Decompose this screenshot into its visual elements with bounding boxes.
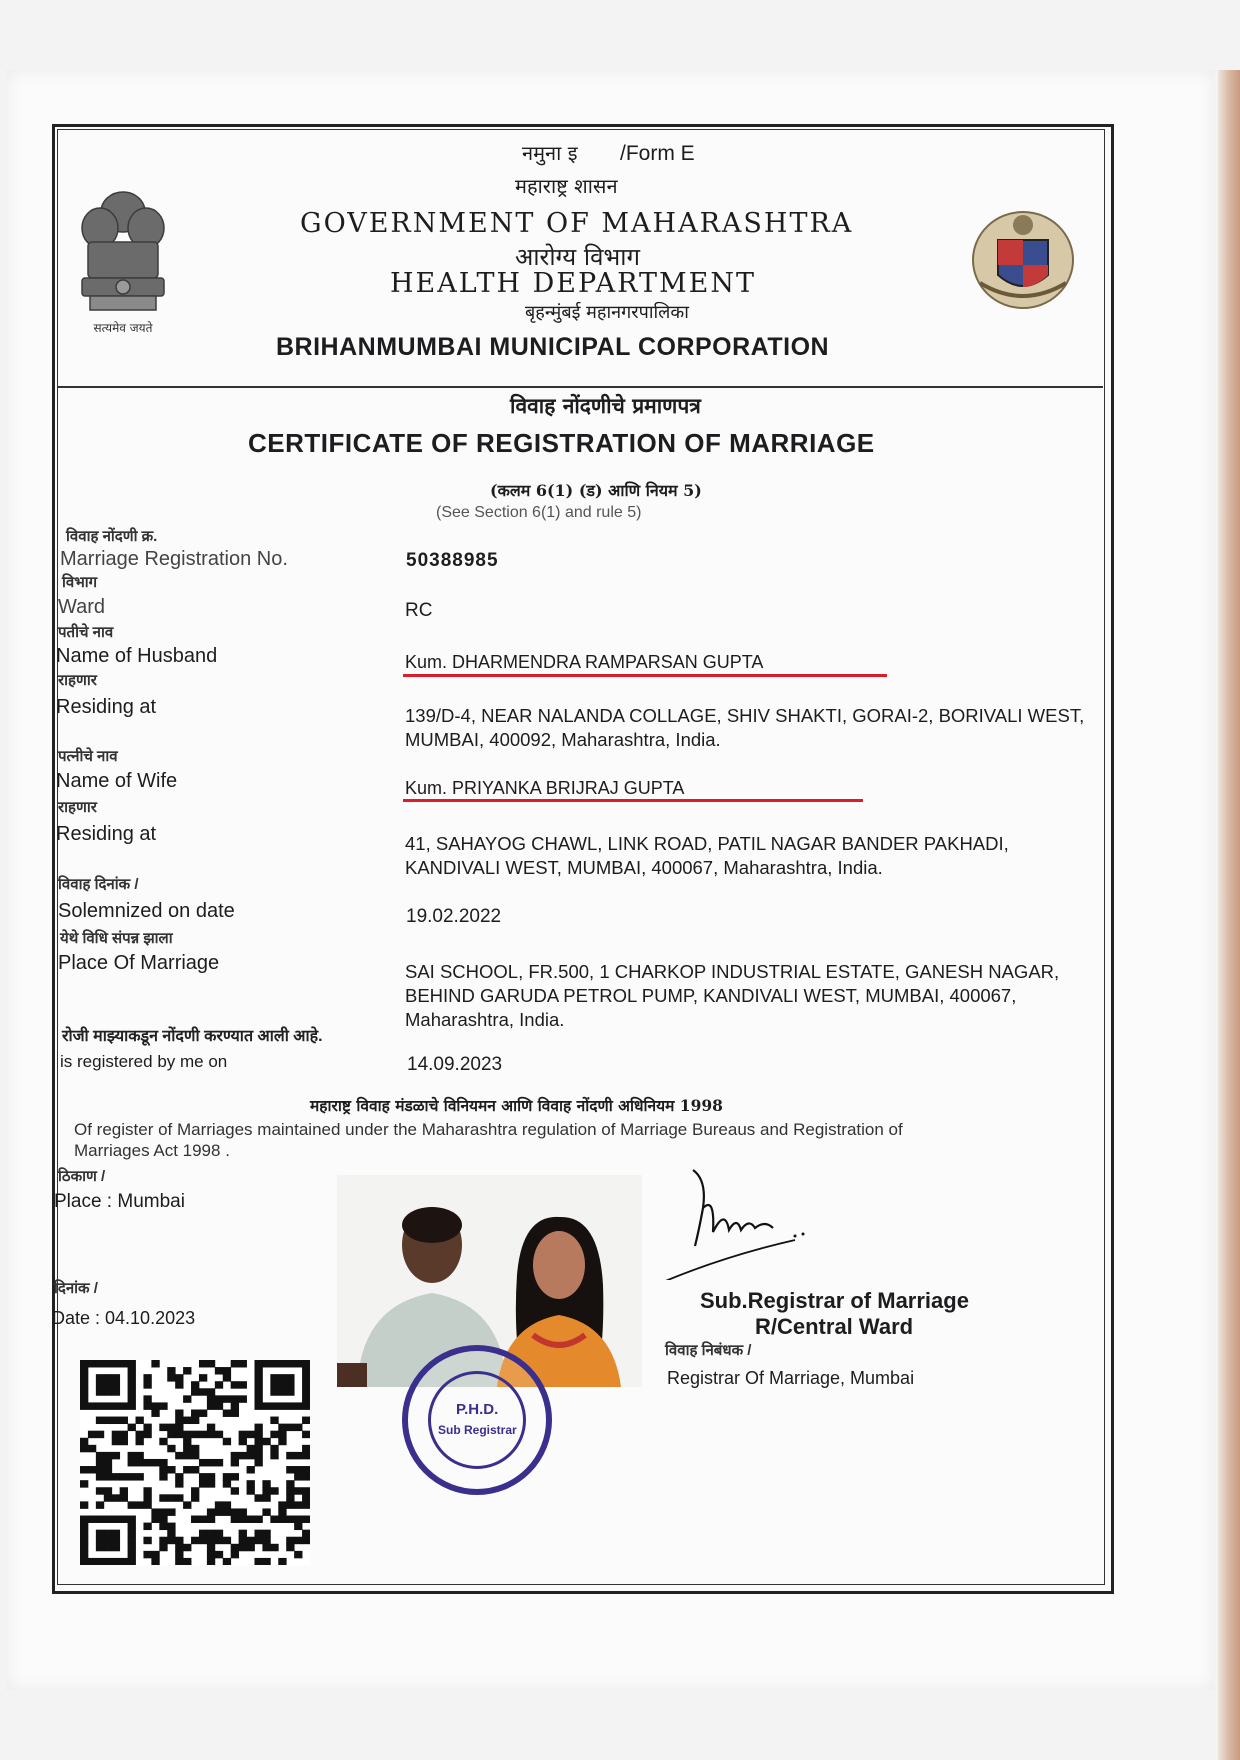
- date-footer-marathi: दिनांक /: [54, 1280, 98, 1297]
- qr-code: [80, 1360, 310, 1565]
- ward-label: Ward: [58, 596, 106, 618]
- wife-res-marathi: राहणार: [58, 799, 97, 816]
- dept-marathi: आरोग्य विभाग: [515, 243, 641, 271]
- wife-address: 41, SAHAYOG CHAWL, LINK ROAD, PATIL NAGAR BANDER PAKHADI, KANDIVALI WEST, MUMBAI, 400067, Maharashtra, India.: [405, 833, 1009, 878]
- wife-label: Name of Wife: [56, 770, 178, 792]
- qr-code-image: [80, 1360, 310, 1565]
- place-footer: Place : Mumbai: [54, 1191, 185, 1212]
- stamp-line2: Sub Registrar: [438, 1423, 517, 1437]
- header-divider: [57, 386, 1103, 388]
- husband-label: Name of Husband: [56, 645, 218, 667]
- corp-marathi: बृहन्मुंबई महानगरपालिका: [525, 302, 689, 323]
- act-marathi: महाराष्ट्र विवाह मंडळाचे विनियमन आणि विवाह नोंदणी अधिनियम 1998: [310, 1096, 723, 1115]
- reg-no-marathi: विवाह नोंदणी क्र.: [66, 528, 158, 545]
- solemnized-date: 19.02.2022: [406, 906, 502, 927]
- husband-address: 139/D-4, NEAR NALANDA COLLAGE, SHIV SHAKTI, GORAI-2, BORIVALI WEST, MUMBAI, 400092, Maharashtra, India.: [405, 705, 1085, 750]
- wife-res-label: Residing at: [56, 823, 157, 845]
- ashoka-emblem-icon: [68, 180, 178, 340]
- act-english-line2: Marriages Act 1998 .: [74, 1141, 230, 1160]
- wife-underline: [403, 799, 863, 802]
- certificate-title: CERTIFICATE OF REGISTRATION OF MARRIAGE: [248, 428, 875, 458]
- reg-no-label: Marriage Registration No.: [60, 548, 288, 570]
- bmc-crest-icon: [968, 205, 1078, 315]
- stamp-line1: P.H.D.: [456, 1401, 499, 1418]
- husband-res-marathi: राहणार: [58, 672, 97, 689]
- act-english-line1: Of register of Marriages maintained under the Maharashtra regulation of Marriage Bureaus and Registration of: [74, 1120, 903, 1139]
- certificate-title-marathi: विवाह नोंदणीचे प्रमाणपत्र: [510, 393, 701, 418]
- date-label: Solemnized on date: [58, 900, 235, 922]
- registrar-title: Registrar Of Marriage, Mumbai: [667, 1368, 915, 1388]
- stamp-inner-ring: [428, 1371, 526, 1469]
- date-marathi: विवाह दिनांक /: [58, 876, 139, 893]
- registrar-marathi: विवाह निबंधक /: [665, 1342, 752, 1359]
- reg-no-value: 50388985: [406, 550, 499, 571]
- wife-name: Kum. PRIYANKA BRIJRAJ GUPTA: [405, 778, 685, 798]
- wife-marathi: पत्नीचे नाव: [58, 748, 118, 765]
- sub-registrar-line2: R/Central Ward: [755, 1314, 914, 1339]
- ward-value: RC: [405, 600, 433, 621]
- section-marathi: (कलम 6(1) (ड) आणि नियम 5): [490, 481, 702, 500]
- gov-marathi: महाराष्ट्र शासन: [515, 174, 618, 198]
- registered-marathi: रोजी माझ्याकडून नोंदणी करण्यात आली आहे.: [62, 1028, 323, 1045]
- dept-title: HEALTH DEPARTMENT: [390, 268, 757, 299]
- ward-marathi: विभाग: [62, 574, 98, 591]
- place-footer-marathi: ठिकाण /: [58, 1168, 106, 1185]
- husband-marathi: पतीचे नाव: [58, 624, 114, 641]
- sub-registrar-line1: Sub.Registrar of Marriage: [700, 1288, 969, 1313]
- registered-label: is registered by me on: [60, 1052, 228, 1071]
- husband-res-label: Residing at: [56, 696, 157, 718]
- form-marathi: नमुना इ: [522, 141, 578, 165]
- place-of-marriage: SAI SCHOOL, FR.500, 1 CHARKOP INDUSTRIAL ESTATE, GANESH NAGAR, BEHIND GARUDA PETROL PUMP, KANDIVALI WEST, MUMBAI, 400067, Maharashtra, India.: [405, 961, 1060, 1030]
- gov-title: GOVERNMENT OF MAHARASHTRA: [300, 208, 854, 239]
- form-label: /Form E: [620, 142, 695, 165]
- husband-name: Kum. DHARMENDRA RAMPARSAN GUPTA: [405, 652, 764, 672]
- paper-edge: [1218, 70, 1240, 1760]
- section-english: (See Section 6(1) and rule 5): [436, 504, 642, 521]
- place-label: Place Of Marriage: [58, 952, 220, 974]
- place-marathi: येथे विधि संपन्न झाला: [60, 930, 173, 947]
- registered-date: 14.09.2023: [407, 1054, 503, 1075]
- date-footer: Date : 04.10.2023: [52, 1308, 196, 1328]
- official-stamp: [402, 1345, 552, 1495]
- husband-underline: [403, 674, 887, 677]
- registrar-signature: [655, 1160, 815, 1280]
- corp-title: BRIHANMUMBAI MUNICIPAL CORPORATION: [276, 333, 830, 361]
- emblem-motto: सत्यमेव जयते: [93, 321, 153, 335]
